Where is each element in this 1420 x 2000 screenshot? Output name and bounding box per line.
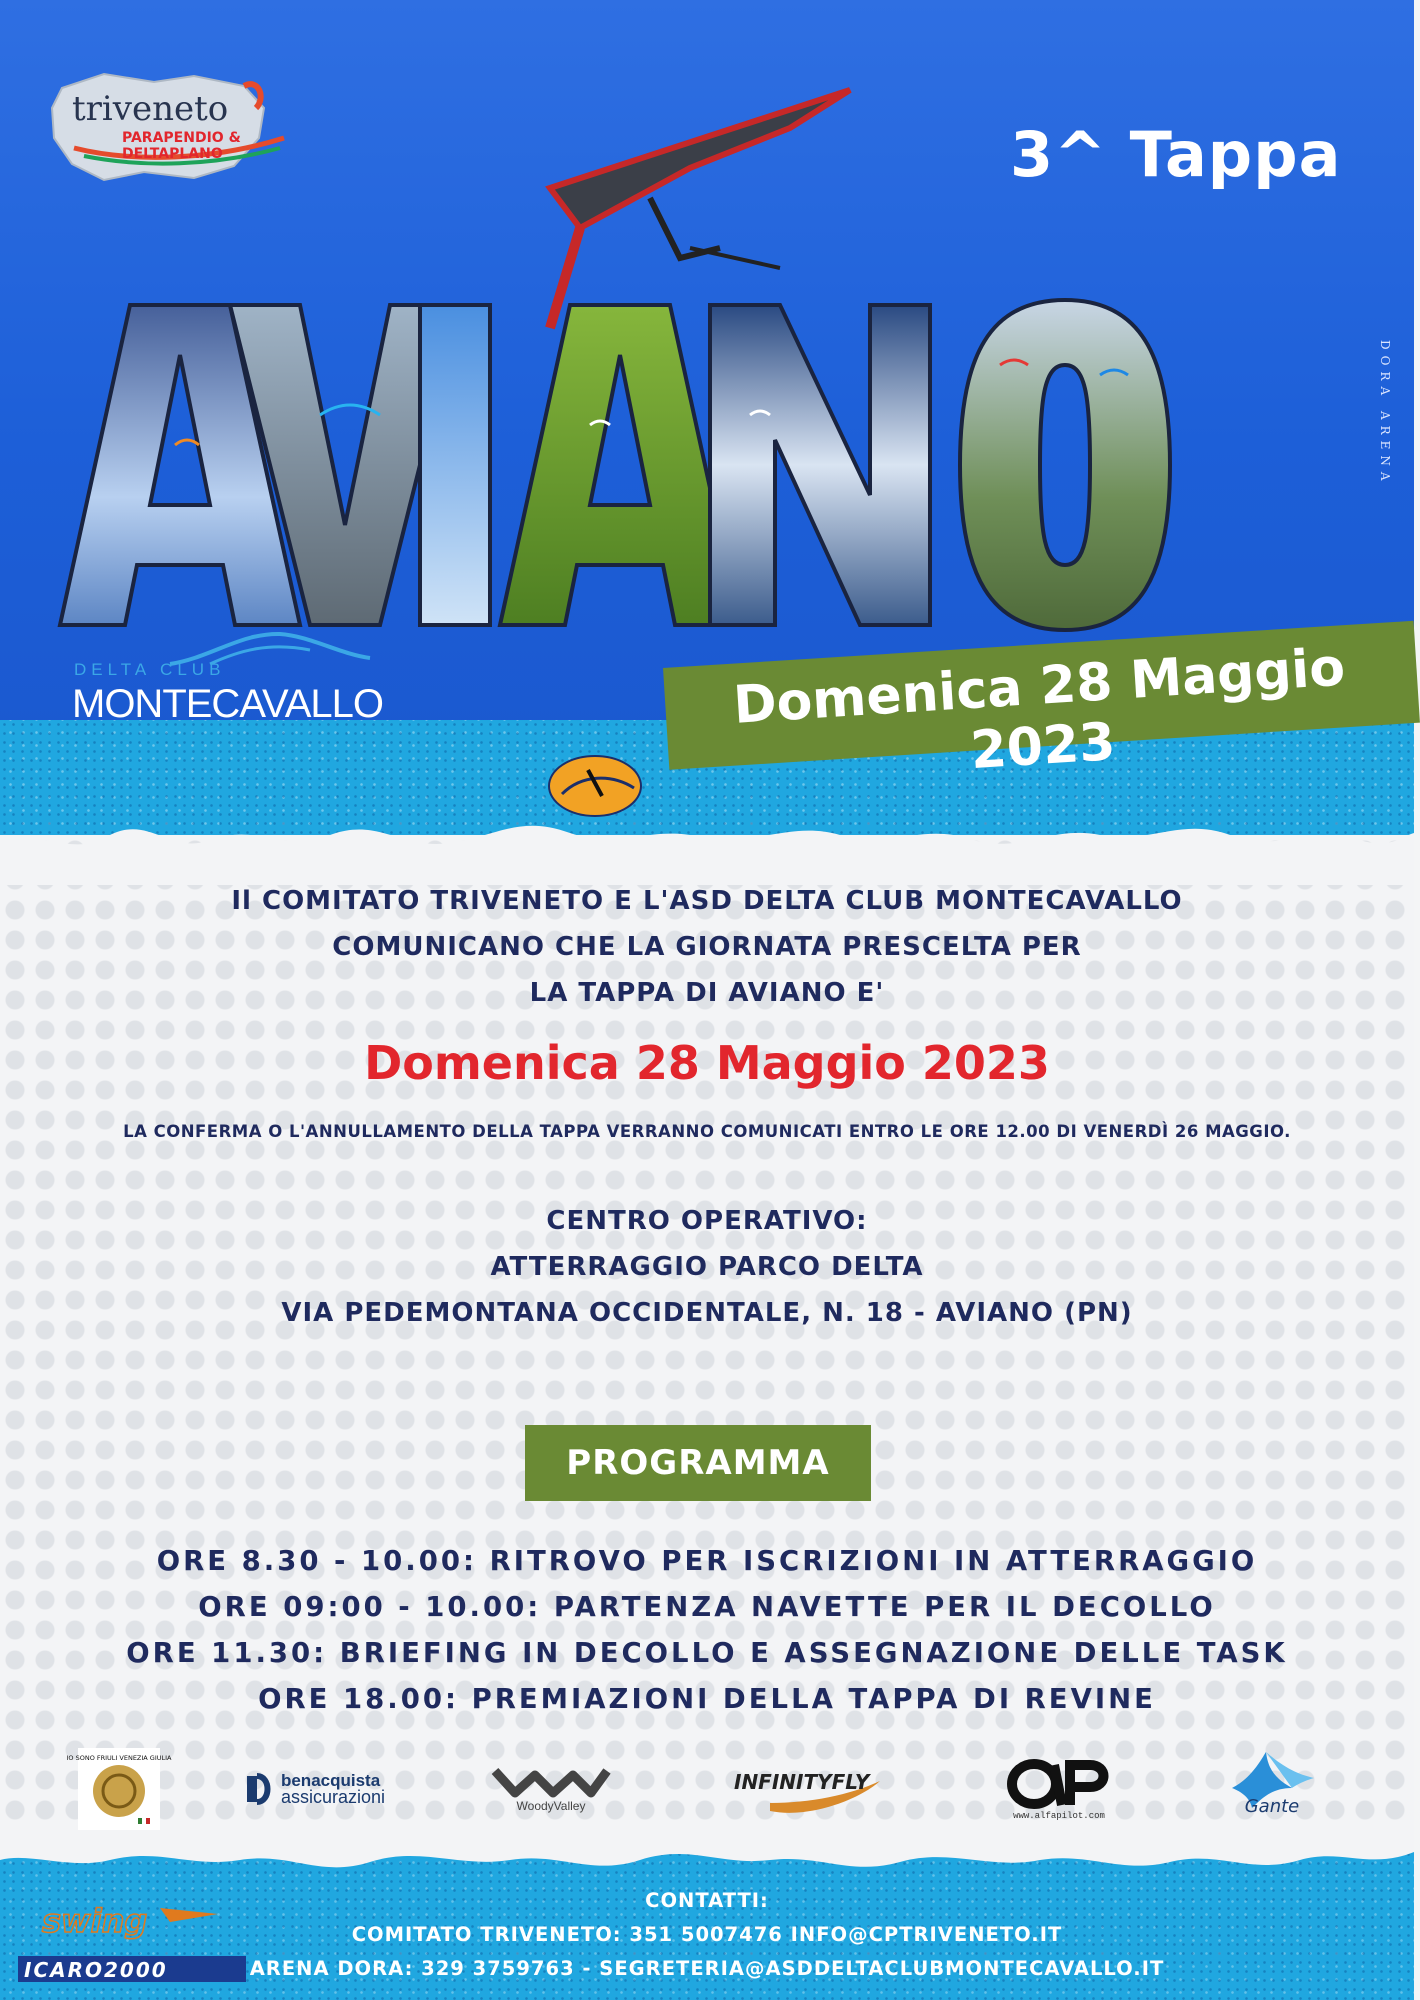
schedule-item: ORE 8.30 - 10.00: RITROVO PER ISCRIZIONI IN ATTERRAGGIO [156,1545,1258,1577]
benacquista-name: benacquista [280,1771,381,1790]
contact-line: COMITATO TRIVENETO: 351 5007476 INFO@CPTRIVENETO.IT [351,1923,1063,1946]
centro-heading: CENTRO OPERATIVO: [546,1206,868,1236]
aviano-title-graphic [60,295,1360,635]
hang-glider-image [540,88,860,328]
schedule-item: ORE 09:00 - 10.00: PARTENZA NAVETTE PER IL DECOLLO [198,1591,1216,1623]
infinityfly-icon [730,1759,886,1819]
intro-line-3: LA TAPPA DI AVIANO E' [529,978,885,1008]
torn-edge-bottom [0,1830,1414,1890]
schedule-item: ORE 18.00: PREMIAZIONI DELLA TAPPA DI REVINE [258,1683,1156,1715]
swing-text: swing [42,1902,148,1940]
torn-edge-top [0,805,1414,885]
alfapilot-text: www.alfapilot.com [1013,1811,1105,1821]
centro-place: ATTERRAGGIO PARCO DELTA [490,1252,924,1282]
contacts-block [0,1884,1414,1986]
icaro-text: ICARO2000 [24,1958,168,1982]
programma-heading: PROGRAMMA [525,1425,871,1501]
sponsor-alfapilot-logo [1000,1748,1118,1830]
stage-label: 3^ Tappa [1010,118,1342,191]
date-banner-text: Domenica 28 Maggio 2023 [731,637,1347,782]
logo-text-sub2: DELTAPLANO [122,146,223,162]
schedule-item: ORE 11.30: BRIEFING IN DECOLLO E ASSEGNAZIONE DELLE TASK [126,1637,1288,1669]
intro-text [0,878,1414,1016]
logo-text-main: triveneto [72,89,229,129]
intro-line-1: Il COMITATO TRIVENETO E L'ASD DELTA CLUB MONTECAVALLO [231,886,1183,916]
club-logo-small-text: DELTA CLUB [74,660,226,679]
confirmation-note: LA CONFERMA O L'ANNULLAMENTO DELLA TAPPA VERRANNO COMUNICATI ENTRO LE ORE 12.00 DI VENERDÌ 26 MAGGIO. [123,1122,1291,1141]
woodyvalley-text: WoodyValley [516,1799,586,1813]
sponsor-benacquista-logo [218,1748,408,1830]
photo-credit: DORA ARENA [1378,340,1392,487]
club-logo-big-text: MONTECAVALLO [72,682,384,726]
alfapilot-icon [1004,1757,1114,1811]
sponsor-woodyvalley-logo [488,1748,614,1830]
contact-line: ARENA DORA: 329 3759763 - SEGRETERIA@ASDDELTACLUBMONTECAVALLO.IT [249,1957,1165,1980]
contacts-heading: CONTATTI: [645,1889,769,1912]
intro-line-2: COMUNICANO CHE LA GIORNATA PRESCELTA PER [332,932,1082,962]
centro-address: VIA PEDEMONTANA OCCIDENTALE, N. 18 - AVIANO (PN) [281,1298,1133,1328]
benacquista-sub: assicurazioni [280,1787,386,1807]
woodyvalley-icon [491,1765,611,1799]
infinityfly-text: INFINITYFLY [734,1770,870,1794]
friuli-seal-icon [66,1748,172,1830]
sponsor-friuli-logo [66,1748,172,1830]
logo-text-sub1: PARAPENDIO & [122,130,241,146]
operations-center [0,1198,1414,1336]
event-date: Domenica 28 Maggio 2023 [364,1036,1050,1090]
friuli-text: IO SONO FRIULI VENEZIA GIULIA [66,1754,172,1762]
benacquista-icon [241,1772,275,1806]
schedule-list [0,1538,1414,1722]
triveneto-logo [44,68,294,186]
gante-text: Gante [1244,1796,1300,1817]
sponsor-infinityfly-logo [730,1748,886,1830]
club-badge-logo [542,744,648,824]
sponsor-gante-logo [1222,1748,1326,1830]
gante-icon [1222,1748,1326,1830]
